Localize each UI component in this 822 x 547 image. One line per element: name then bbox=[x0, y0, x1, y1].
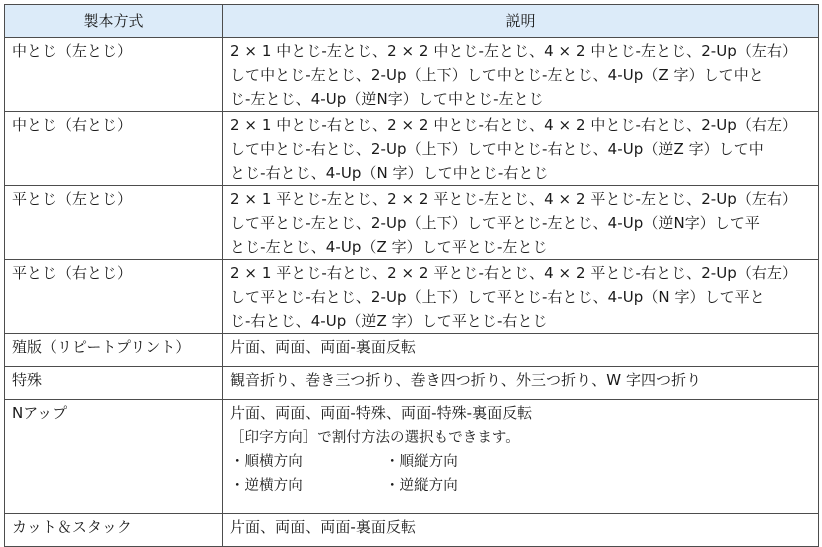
table-row bbox=[5, 514, 819, 547]
direction-option: ・順横方向 bbox=[230, 454, 303, 470]
description-line: じ-右とじ、4-Up（逆Z 字）して平とじ-右とじ bbox=[230, 312, 548, 330]
description-cell bbox=[223, 334, 819, 367]
description-cell bbox=[223, 514, 819, 547]
table-row bbox=[5, 367, 819, 400]
description-line: 片面、両面、両面-裏面反転 bbox=[230, 338, 417, 356]
description-cell bbox=[223, 367, 819, 400]
direction-option: ・逆横方向 bbox=[230, 478, 303, 494]
description-line: して中とじ-右とじ、2-Up（上下）して中とじ-右とじ、4-Up（逆Z 字）して中 bbox=[230, 140, 764, 158]
method-cell: 中とじ（左とじ） bbox=[5, 38, 223, 112]
table-row bbox=[5, 38, 819, 112]
description-line: じ-左とじ、4-Up（逆N字）して中とじ-左とじ bbox=[230, 90, 544, 108]
description-cell bbox=[223, 400, 819, 514]
table-header-row bbox=[5, 5, 819, 38]
method-cell: 平とじ（左とじ） bbox=[5, 186, 223, 260]
method-cell: 殖版（リピートプリント） bbox=[5, 334, 223, 367]
print-direction-note: ［印字方向］で割付方法の選択もできます。 bbox=[230, 430, 520, 446]
description-line: 2 × 1 平とじ-右とじ、2 × 2 平とじ-右とじ、4 × 2 平とじ-右とじ、2-Up（右左） bbox=[230, 264, 798, 282]
method-cell: Nアップ bbox=[5, 400, 223, 514]
method-cell: カット＆スタック bbox=[5, 514, 223, 547]
description-line: 2 × 1 平とじ-左とじ、2 × 2 平とじ-左とじ、4 × 2 平とじ-左とじ、2-Up（左右） bbox=[230, 190, 798, 208]
direction-option: ・順縦方向 bbox=[385, 454, 458, 470]
table-row bbox=[5, 400, 819, 514]
method-cell: 特殊 bbox=[5, 367, 223, 400]
description-cell bbox=[223, 186, 819, 260]
description-cell bbox=[223, 260, 819, 334]
direction-option: ・逆縦方向 bbox=[385, 478, 458, 494]
direction-options bbox=[230, 450, 812, 498]
description-line: して平とじ-左とじ、2-Up（上下）して平とじ-左とじ、4-Up（逆N字）して平 bbox=[230, 214, 760, 232]
description-line: とじ-右とじ、4-Up（N 字）して中とじ-右とじ bbox=[230, 164, 549, 182]
description-cell bbox=[223, 112, 819, 186]
header-binding-method: 製本方式 bbox=[5, 5, 223, 38]
method-cell: 中とじ（右とじ） bbox=[5, 112, 223, 186]
description-line: 片面、両面、両面-裏面反転 bbox=[230, 518, 417, 536]
description-line: 観音折り、巻き三つ折り、巻き四つ折り、外三つ折り、W 字四つ折り bbox=[230, 371, 702, 389]
table-row bbox=[5, 260, 819, 334]
method-cell: 平とじ（右とじ） bbox=[5, 260, 223, 334]
binding-method-table bbox=[4, 4, 819, 547]
description-line: 2 × 1 中とじ-右とじ、2 × 2 中とじ-右とじ、4 × 2 中とじ-右とじ、2-Up（右左） bbox=[230, 116, 798, 134]
description-cell bbox=[223, 38, 819, 112]
table-row bbox=[5, 112, 819, 186]
table-row bbox=[5, 186, 819, 260]
header-description: 説明 bbox=[223, 5, 819, 38]
table-row bbox=[5, 334, 819, 367]
description-line: して平とじ-右とじ、2-Up（上下）して平とじ-右とじ、4-Up（N 字）して平と bbox=[230, 288, 765, 306]
description-line: 片面、両面、両面-特殊、両面-特殊-裏面反転 bbox=[230, 404, 533, 422]
description-line: とじ-左とじ、4-Up（Z 字）して平とじ-左とじ bbox=[230, 238, 548, 256]
description-line: 2 × 1 中とじ-左とじ、2 × 2 中とじ-左とじ、4 × 2 中とじ-左とじ、2-Up（左右） bbox=[230, 42, 798, 60]
description-line: して中とじ-左とじ、2-Up（上下）して中とじ-左とじ、4-Up（Z 字）して中と bbox=[230, 66, 764, 84]
